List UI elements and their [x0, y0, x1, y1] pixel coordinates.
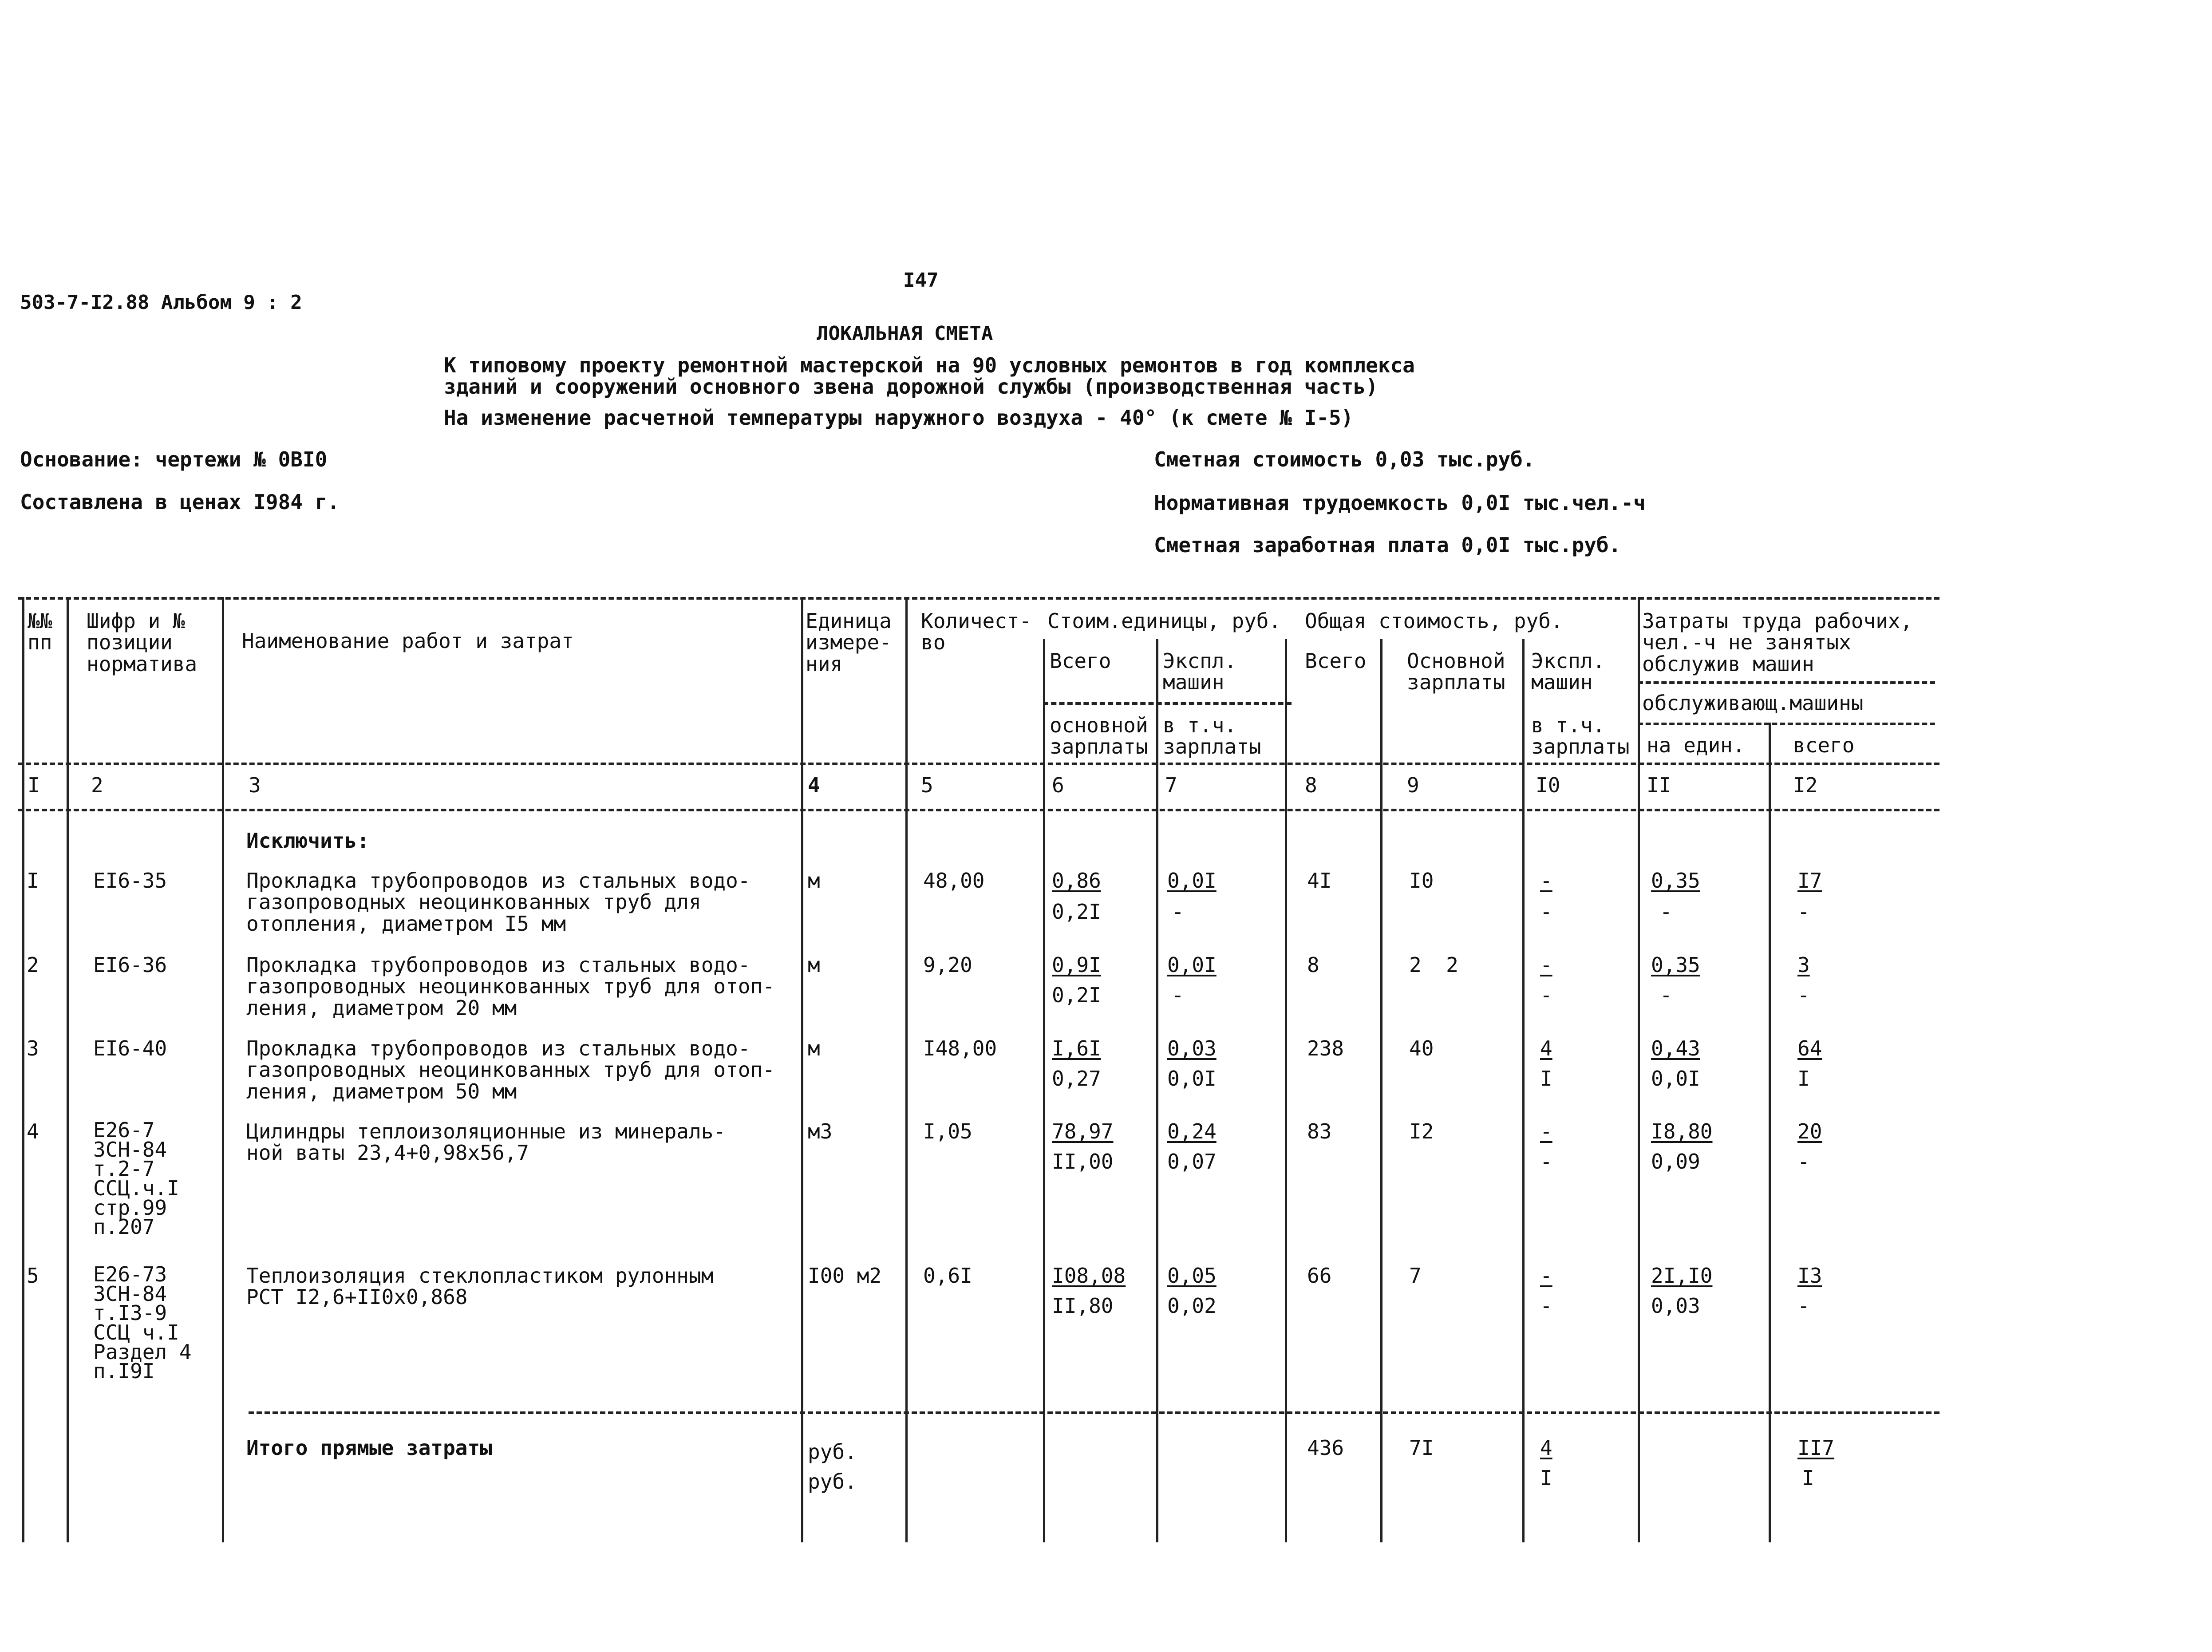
col-line-3 — [801, 597, 803, 1542]
col-line-0 — [22, 597, 24, 1542]
row-code: EI6-36 — [93, 953, 167, 977]
row-c8: 8 — [1307, 953, 1319, 977]
row-c6-wage: 0,2I — [1052, 983, 1101, 1007]
row-unit: м — [808, 869, 820, 893]
header-name: Наименование работ и затрат — [242, 629, 574, 653]
row-c11-unit: 0,35 — [1651, 953, 1700, 977]
document-title: ЛОКАЛЬНАЯ СМЕТА — [817, 322, 993, 345]
row-c6-total: I08,08 — [1052, 1264, 1126, 1288]
row-c10-machines: - — [1540, 953, 1552, 977]
row-code: E26-73 ЗСН-84 т.I3-9 ССЦ ч.I Раздел 4 п.I9I — [93, 1262, 192, 1383]
row-unit: м — [808, 1036, 820, 1060]
row-c7-wage: 0,02 — [1167, 1294, 1217, 1318]
row-c11-service: - — [1660, 900, 1672, 924]
header-c12: всего — [1793, 733, 1855, 757]
row-qty: 0,6I — [923, 1264, 972, 1288]
colnum-8: 8 — [1305, 773, 1317, 797]
row-c7-wage: 0,07 — [1167, 1150, 1217, 1174]
basis-text: Основание: чертежи № 0ВI0 — [20, 447, 328, 471]
row-c7-wage: - — [1172, 900, 1184, 924]
row-c12-service: I — [1797, 1067, 1810, 1091]
colnum-10: I0 — [1536, 773, 1560, 797]
row-name: Прокладка трубопроводов из стальных водо- газопроводных неоцинкованных труб для отопления, диаметром I5 мм — [246, 869, 750, 936]
row-c11-unit: I8,80 — [1651, 1119, 1713, 1143]
row-c10-wage: - — [1540, 1294, 1552, 1318]
header-c9: Основной зарплаты — [1407, 649, 1505, 695]
colnum-11: II — [1647, 773, 1671, 797]
colnum-9: 9 — [1407, 773, 1419, 797]
rule-labor-2 — [1638, 723, 1935, 725]
col-line-10 — [1638, 597, 1640, 1542]
rule-labor-1 — [1638, 681, 1935, 684]
page-number: I47 — [903, 269, 939, 292]
row-unit: I00 м2 — [808, 1264, 882, 1288]
header-qty: Количест- во — [921, 609, 1032, 655]
row-c8: 238 — [1307, 1036, 1344, 1060]
col-line-4 — [905, 597, 908, 1542]
colnum-6: 6 — [1052, 773, 1064, 797]
row-c6-total: 0,9I — [1052, 953, 1101, 977]
row-c12-service: - — [1797, 983, 1810, 1007]
colnum-1: I — [28, 773, 40, 797]
total-label: Итого прямые затраты — [246, 1436, 492, 1460]
row-qty: I,05 — [923, 1119, 972, 1143]
row-c12-total: 64 — [1797, 1036, 1822, 1060]
exclude-label: Исключить: — [246, 829, 369, 853]
total-c9: 7I — [1409, 1436, 1434, 1460]
row-c6-total: 78,97 — [1052, 1119, 1114, 1143]
row-c6-wage: II,00 — [1052, 1150, 1114, 1174]
header-c10-bottom: в т.ч. зарплаты — [1531, 713, 1630, 759]
row-num: 2 — [27, 953, 39, 977]
row-name: Прокладка трубопроводов из стальных водо- газопроводных неоцинкованных труб для отоп- ления, диаметром 20 мм — [246, 953, 775, 1020]
row-num: 5 — [27, 1264, 39, 1288]
total-c10-wage: I — [1540, 1466, 1552, 1490]
col-line-11 — [1769, 723, 1771, 1542]
header-c6-top: Всего — [1050, 649, 1111, 673]
row-c8: 4I — [1307, 869, 1332, 893]
col-line-6 — [1156, 639, 1158, 1542]
header-c6-bottom: основной зарплаты — [1050, 713, 1148, 759]
colnum-2: 2 — [91, 773, 103, 797]
row-c6-total: I,6I — [1052, 1036, 1101, 1060]
col-line-9 — [1522, 639, 1525, 1542]
row-c12-service: - — [1797, 1150, 1810, 1174]
row-c7-machines: 0,24 — [1167, 1119, 1217, 1143]
subtitle-line-1: К типовому проекту ремонтной мастерской на 90 условных ремонтов в год комплекса — [444, 353, 1415, 377]
row-c6-total: 0,86 — [1052, 869, 1101, 893]
col-line-1 — [67, 597, 69, 1542]
row-c11-unit: 2I,I0 — [1651, 1264, 1713, 1288]
colnum-5: 5 — [921, 773, 933, 797]
row-c8: 66 — [1307, 1264, 1332, 1288]
row-code: E26-7 ЗСН-84 т.2-7 ССЦ.ч.I стр.99 п.207 — [93, 1118, 179, 1239]
row-c11-unit: 0,43 — [1651, 1036, 1700, 1060]
header-c7-top: Экспл. машин — [1163, 649, 1237, 695]
row-c9: 7 — [1409, 1264, 1422, 1288]
row-c11-service: 0,03 — [1651, 1294, 1700, 1318]
row-unit: м — [808, 953, 820, 977]
header-labor: Затраты труда рабочих, чел.-ч не занятых обслужив машин — [1642, 609, 1913, 676]
row-c10-wage: - — [1540, 983, 1552, 1007]
numbers-bottom-rule — [18, 809, 1939, 811]
row-c12-service: - — [1797, 900, 1810, 924]
row-c12-total: I7 — [1797, 869, 1822, 893]
row-name: Цилиндры теплоизоляционные из минераль- ной ваты 23,4+0,98х56,7 — [246, 1119, 726, 1165]
total-c8: 436 — [1307, 1436, 1344, 1460]
row-c8: 83 — [1307, 1119, 1332, 1143]
row-c9: 40 — [1409, 1036, 1434, 1060]
header-bottom-rule — [18, 763, 1939, 765]
total-top-rule — [249, 1411, 1939, 1414]
row-c7-machines: 0,0I — [1167, 869, 1217, 893]
header-unit-cost: Стоим.единицы, руб. — [1047, 609, 1281, 633]
row-c12-total: 3 — [1797, 953, 1810, 977]
subtitle-line-2: зданий и сооружений основного звена дорожной службы (производственная часть) — [444, 375, 1378, 399]
header-unit: Единица измере- ния — [806, 609, 892, 676]
row-num: 3 — [27, 1036, 39, 1060]
row-c7-machines: 0,03 — [1167, 1036, 1217, 1060]
row-c9: I2 — [1409, 1119, 1434, 1143]
row-qty: 9,20 — [923, 953, 972, 977]
header-total-cost: Общая стоимость, руб. — [1305, 609, 1563, 633]
colnum-12: I2 — [1793, 773, 1818, 797]
subtitle-line-3: На изменение расчетной температуры наружного воздуха - 40° (к смете № I-5) — [444, 406, 1354, 430]
row-c11-service: - — [1660, 983, 1672, 1007]
total-c10-machines: 4 — [1540, 1436, 1552, 1460]
row-name: Прокладка трубопроводов из стальных водо- газопроводных неоцинкованных труб для отоп- ления, диаметром 50 мм — [246, 1036, 775, 1103]
header-c11: на един. — [1647, 733, 1745, 757]
row-code: EI6-40 — [93, 1036, 167, 1060]
row-c7-wage: - — [1172, 983, 1184, 1007]
header-c10-top: Экспл. машин — [1531, 649, 1605, 695]
estimated-wage: Сметная заработная плата 0,0I тыс.руб. — [1154, 533, 1621, 557]
row-c12-total: 20 — [1797, 1119, 1822, 1143]
row-c9: 2 2 — [1409, 953, 1458, 977]
estimated-cost: Сметная стоимость 0,03 тыс.руб. — [1154, 447, 1535, 471]
row-c11-unit: 0,35 — [1651, 869, 1700, 893]
row-qty: 48,00 — [923, 869, 985, 893]
row-c10-machines: 4 — [1540, 1036, 1552, 1060]
row-c10-wage: I — [1540, 1067, 1552, 1091]
total-c12-service: I — [1802, 1466, 1814, 1490]
row-c10-machines: - — [1540, 1264, 1552, 1288]
row-num: I — [27, 869, 39, 893]
row-c10-machines: - — [1540, 869, 1552, 893]
row-qty: I48,00 — [923, 1036, 997, 1060]
row-c6-wage: 0,2I — [1052, 900, 1101, 924]
header-service: обслуживающ.машины — [1642, 691, 1864, 715]
album-reference: 503-7-I2.88 Альбом 9 : 2 — [20, 291, 302, 314]
rule-unit-cost — [1043, 702, 1292, 705]
row-c10-wage: - — [1540, 900, 1552, 924]
row-c7-machines: 0,05 — [1167, 1264, 1217, 1288]
row-name: Теплоизоляция стеклопластиком рулонным РСТ I2,6+II0х0,868 — [246, 1264, 714, 1309]
row-c6-wage: 0,27 — [1052, 1067, 1101, 1091]
table-top-rule — [18, 597, 1939, 600]
row-code: EI6-35 — [93, 869, 167, 893]
row-c7-machines: 0,0I — [1167, 953, 1217, 977]
row-c10-wage: - — [1540, 1150, 1552, 1174]
row-c12-total: I3 — [1797, 1264, 1822, 1288]
header-num: №№ пп — [28, 609, 52, 655]
header-c7-bottom: в т.ч. зарплаты — [1163, 713, 1261, 759]
header-code: Шифр и № позиции норматива — [87, 609, 198, 676]
col-line-8 — [1380, 639, 1382, 1542]
total-c12: II7 — [1797, 1436, 1835, 1460]
row-c11-service: 0,09 — [1651, 1150, 1700, 1174]
colnum-3: 3 — [249, 773, 261, 797]
row-num: 4 — [27, 1119, 39, 1143]
row-c9: I0 — [1409, 869, 1434, 893]
row-c11-service: 0,0I — [1651, 1067, 1700, 1091]
colnum-4: 4 — [808, 773, 820, 797]
row-c12-service: - — [1797, 1294, 1810, 1318]
labor-intensity: Нормативная трудоемкость 0,0I тыс.чел.-ч — [1154, 491, 1646, 515]
row-c6-wage: II,80 — [1052, 1294, 1114, 1318]
prices-text: Составлена в ценах I984 г. — [20, 490, 340, 514]
row-c10-machines: - — [1540, 1119, 1552, 1143]
row-c7-wage: 0,0I — [1167, 1067, 1217, 1091]
header-c8: Всего — [1305, 649, 1367, 673]
col-line-2 — [222, 597, 224, 1542]
colnum-7: 7 — [1165, 773, 1177, 797]
row-unit: м3 — [808, 1119, 833, 1143]
col-line-5 — [1043, 639, 1045, 1542]
col-line-7 — [1285, 639, 1287, 1542]
total-unit: руб. руб. — [808, 1440, 857, 1494]
